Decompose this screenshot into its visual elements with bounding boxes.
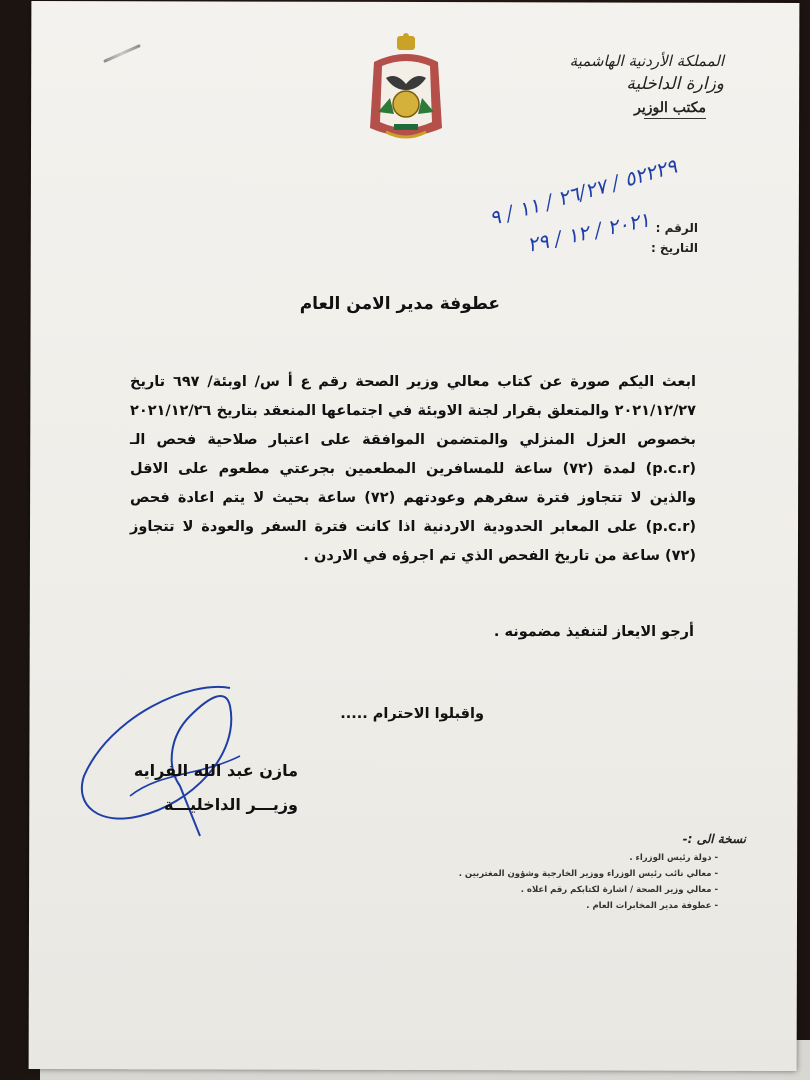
signer-title: وزيـــر الداخليـــة (163, 795, 298, 814)
addressee: عطوفة مدير الامن العام (299, 294, 500, 314)
letter-body: ابعث اليكم صورة عن كتاب معالي وزير الصحة رقم ع أ س/ اوبئة/ ٦٩٧ تاريخ ٢٠٢١/١٢/٢٧ والمتعلق بقرار لجنة الاوبئة في اجتماعها المنعقد بتاريخ ٢٠٢١/١٢/٢٦ بخصوص العزل المنزلي والمتضمن الموافقة على اعتبار صلاحية فحص الـ (p.c.r) لمدة (٧٢) ساعة للمسافرين المطعمين بجرعتي مطعوم على الاقل والذين لا تتجاوز فترة سفرهم وعودتهم (٧٢) ساعة بحيث لا يتم اعادة فحص (p.c.r) على المعابر الحدودية الاردنية اذا كانت فترة السفر والعودة لا تتجاوز (٧٢) ساعة من تاريخ الفحص الذي تم اجرؤه في الاردن . (130, 374, 696, 564)
copy-item: - معالي وزير الصحة / اشارة لكتابكم رقم اعلاه . (386, 882, 718, 898)
coat-of-arms-icon (356, 32, 456, 150)
ref-label: الرقم : (655, 221, 698, 235)
copies-list (386, 850, 718, 914)
letterhead (534, 52, 724, 119)
copy-item: - عطوفة مدير المخابرات العام . (386, 898, 718, 914)
copy-item: - معالي نائب رئيس الوزراء ووزير الخارجية وشؤون المغتربين . (386, 866, 718, 882)
copies-block (386, 832, 746, 914)
office-underline (644, 118, 706, 119)
closing-regards: واقبلوا الاحترام ..... (340, 706, 484, 722)
signer-block (98, 754, 298, 822)
country-name: المملكة الأردنية الهاشمية (569, 52, 724, 70)
reference-block (651, 218, 698, 258)
signer-name: مازن عبد الله الفرايه (133, 761, 298, 780)
handwritten-reference: ٥٢٢٢٩ / ٢٦/٢٧ / ١١ / ٩ (486, 153, 680, 231)
copy-item: - دولة رئيس الوزراء . (386, 850, 718, 866)
ministry-name: وزارة الداخلية (626, 74, 724, 94)
office-name: مكتب الوزير (634, 100, 706, 116)
closing-request: أرجو الايعاز لتنفيذ مضمونه . (493, 624, 694, 640)
copies-heading: نسخة الى :- (682, 832, 746, 846)
handwritten-date: ٢٠٢١ / ١٢ / ٢٩ (524, 207, 652, 257)
date-label: التاريخ : (650, 241, 698, 255)
